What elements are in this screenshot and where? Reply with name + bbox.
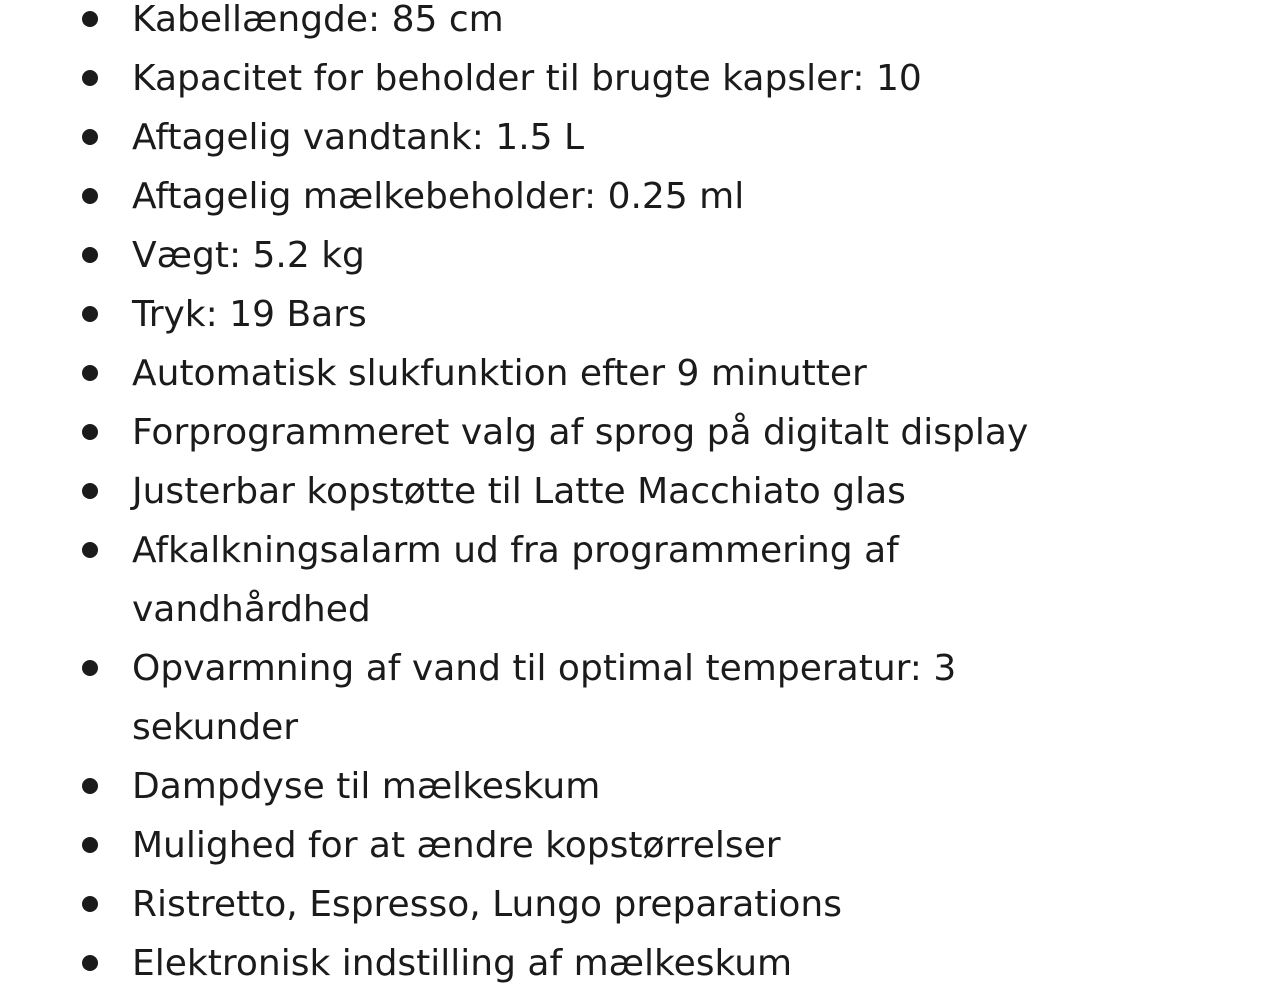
bullet-icon xyxy=(82,660,98,676)
bullet-icon xyxy=(82,424,98,440)
list-item xyxy=(0,0,1132,49)
bullet-icon xyxy=(82,247,98,263)
bullet-icon xyxy=(82,483,98,499)
list-item-text: Opvarmning af vand til optimal temperatur: 3 sekunder xyxy=(132,648,957,748)
bullet-icon xyxy=(82,896,98,912)
list-item-text: Dampdyse til mælkeskum xyxy=(132,766,601,807)
list-item xyxy=(0,49,1132,108)
list-item xyxy=(0,403,1232,462)
list-item-text: Ristretto, Espresso, Lungo preparations xyxy=(132,884,842,925)
list-item xyxy=(0,226,1132,285)
list-item-text: Elektronisk indstilling af mælkeskum xyxy=(132,943,793,984)
bullet-icon xyxy=(82,11,98,27)
list-item-text: Mulighed for at ændre kopstørrelser xyxy=(132,825,781,866)
bullet-icon xyxy=(82,778,98,794)
bullet-icon xyxy=(82,837,98,853)
list-item-text: Aftagelig mælkebeholder: 0.25 ml xyxy=(132,176,745,217)
list-item xyxy=(0,639,1132,757)
list-item-text: Tryk: 19 Bars xyxy=(132,294,367,335)
list-item-text: Kapacitet for beholder til brugte kapsler: 10 xyxy=(132,58,922,99)
list-item xyxy=(0,521,1132,639)
list-item xyxy=(0,462,1132,521)
list-item-text: Justerbar kopstøtte til Latte Macchiato glas xyxy=(132,471,906,512)
list-item xyxy=(0,285,1132,344)
bullet-icon xyxy=(82,188,98,204)
list-item xyxy=(0,934,1132,993)
bullet-icon xyxy=(82,70,98,86)
bullet-icon xyxy=(82,955,98,971)
list-item xyxy=(0,757,1132,816)
list-item xyxy=(0,344,1132,403)
list-item-text: Afkalkningsalarm ud fra programmering af vandhårdhed xyxy=(132,530,899,630)
list-item-text: Forprogrammeret valg af sprog på digitalt display xyxy=(132,412,1029,453)
list-item-text: Vægt: 5.2 kg xyxy=(132,235,365,276)
bullet-icon xyxy=(82,129,98,145)
list-item xyxy=(0,108,1132,167)
list-item xyxy=(0,875,1132,934)
list-item xyxy=(0,816,1132,875)
list-item xyxy=(0,167,1132,226)
bullet-icon xyxy=(82,306,98,322)
list-item-text: Kabellængde: 85 cm xyxy=(132,0,504,40)
bullet-icon xyxy=(82,542,98,558)
list-item-text: Aftagelig vandtank: 1.5 L xyxy=(132,117,585,158)
bullet-icon xyxy=(82,365,98,381)
list-item-text: Automatisk slukfunktion efter 9 minutter xyxy=(132,353,867,394)
